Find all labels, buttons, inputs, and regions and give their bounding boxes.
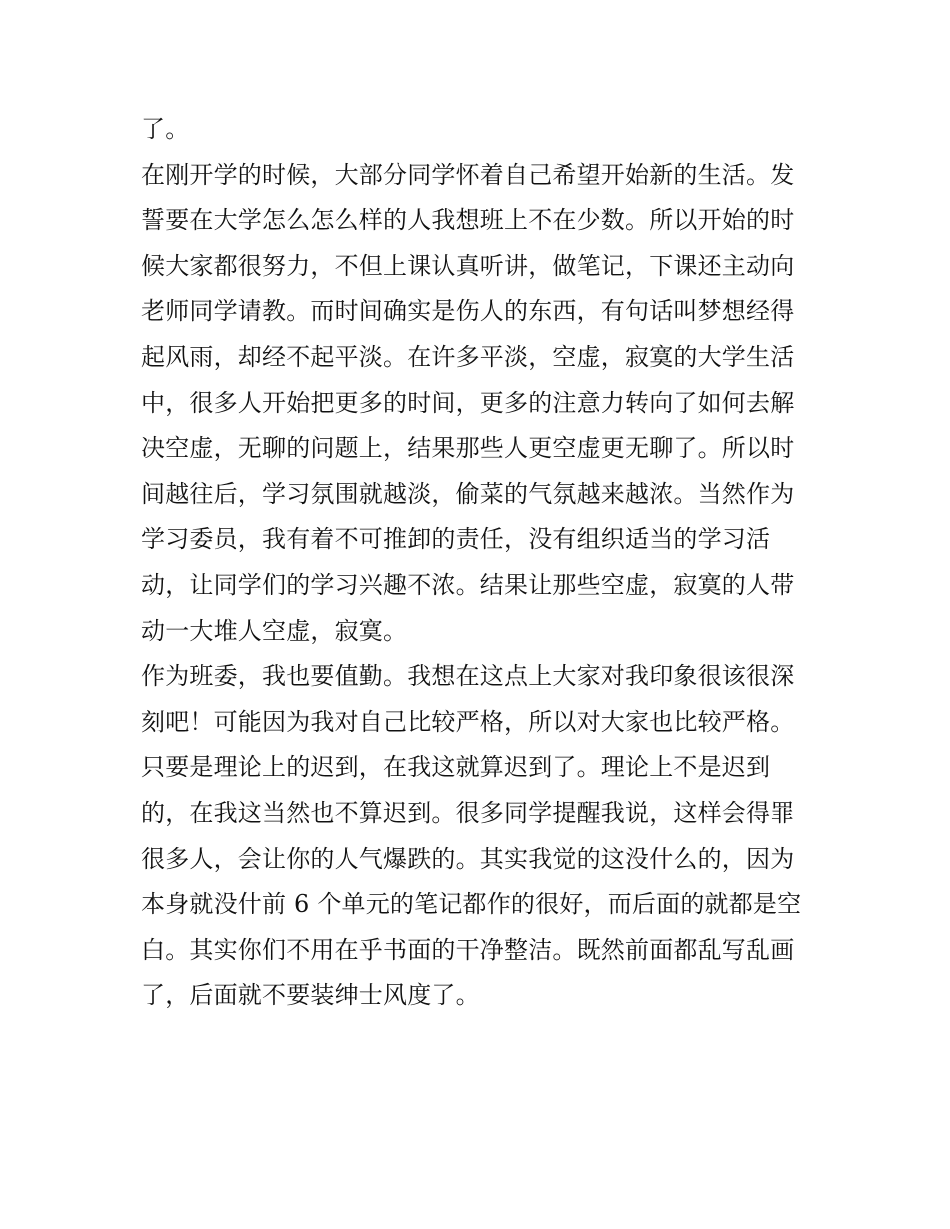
text-line: 在刚开学的时候，大部分同学怀着自己希望开始新的生活。发 [141,160,795,189]
text-line: 学习委员，我有着不可推卸的责任，没有组织适当的学习活 [141,525,771,554]
text-line: 老师同学请教。而时间确实是伤人的东西，有句话叫梦想经得 [141,297,795,326]
text-line: 决空虚，无聊的问题上，结果那些人更空虚更无聊了。所以时 [141,434,795,463]
text-line: 间越往后，学习氛围就越淡，偷菜的气氛越来越浓。当然作为 [141,479,795,508]
body-text [141,107,841,1019]
text-line: 候大家都很努力，不但上课认真听讲，做笔记，下课还主动向 [141,251,795,280]
text-line: 动一大堆人空虚，寂寞。 [141,616,408,645]
text-line: 本身就没什前 6 个单元的笔记都作的很好，而后面的就都是空 [141,890,802,919]
text-line: 刻吧！可能因为我对自己比较严格，所以对大家也比较严格。 [141,707,795,736]
text-line: 动，让同学们的学习兴趣不浓。结果让那些空虚，寂寞的人带 [141,570,795,599]
text-line: 很多人，会让你的人气爆跌的。其实我觉的这没什么的，因为 [141,844,795,873]
text-line: 白。其实你们不用在乎书面的干净整洁。既然前面都乱写乱画 [141,935,795,964]
text-line: 作为班委，我也要值勤。我想在这点上大家对我印象很该很深 [141,662,795,691]
text-line: 中，很多人开始把更多的时间，更多的注意力转向了如何去解 [141,388,795,417]
text-line: 了。 [141,115,190,143]
text-line: 誓要在大学怎么怎么样的人我想班上不在少数。所以开始的时 [141,206,795,235]
text-line: 了，后面就不要装绅士风度了。 [141,981,480,1010]
text-line: 只要是理论上的迟到，在我这就算迟到了。理论上不是迟到 [141,753,771,782]
text-line: 的，在我这当然也不算迟到。很多同学提醒我说，这样会得罪 [141,798,795,827]
text-line: 起风雨，却经不起平淡。在许多平淡，空虚，寂寞的大学生活 [141,342,795,371]
